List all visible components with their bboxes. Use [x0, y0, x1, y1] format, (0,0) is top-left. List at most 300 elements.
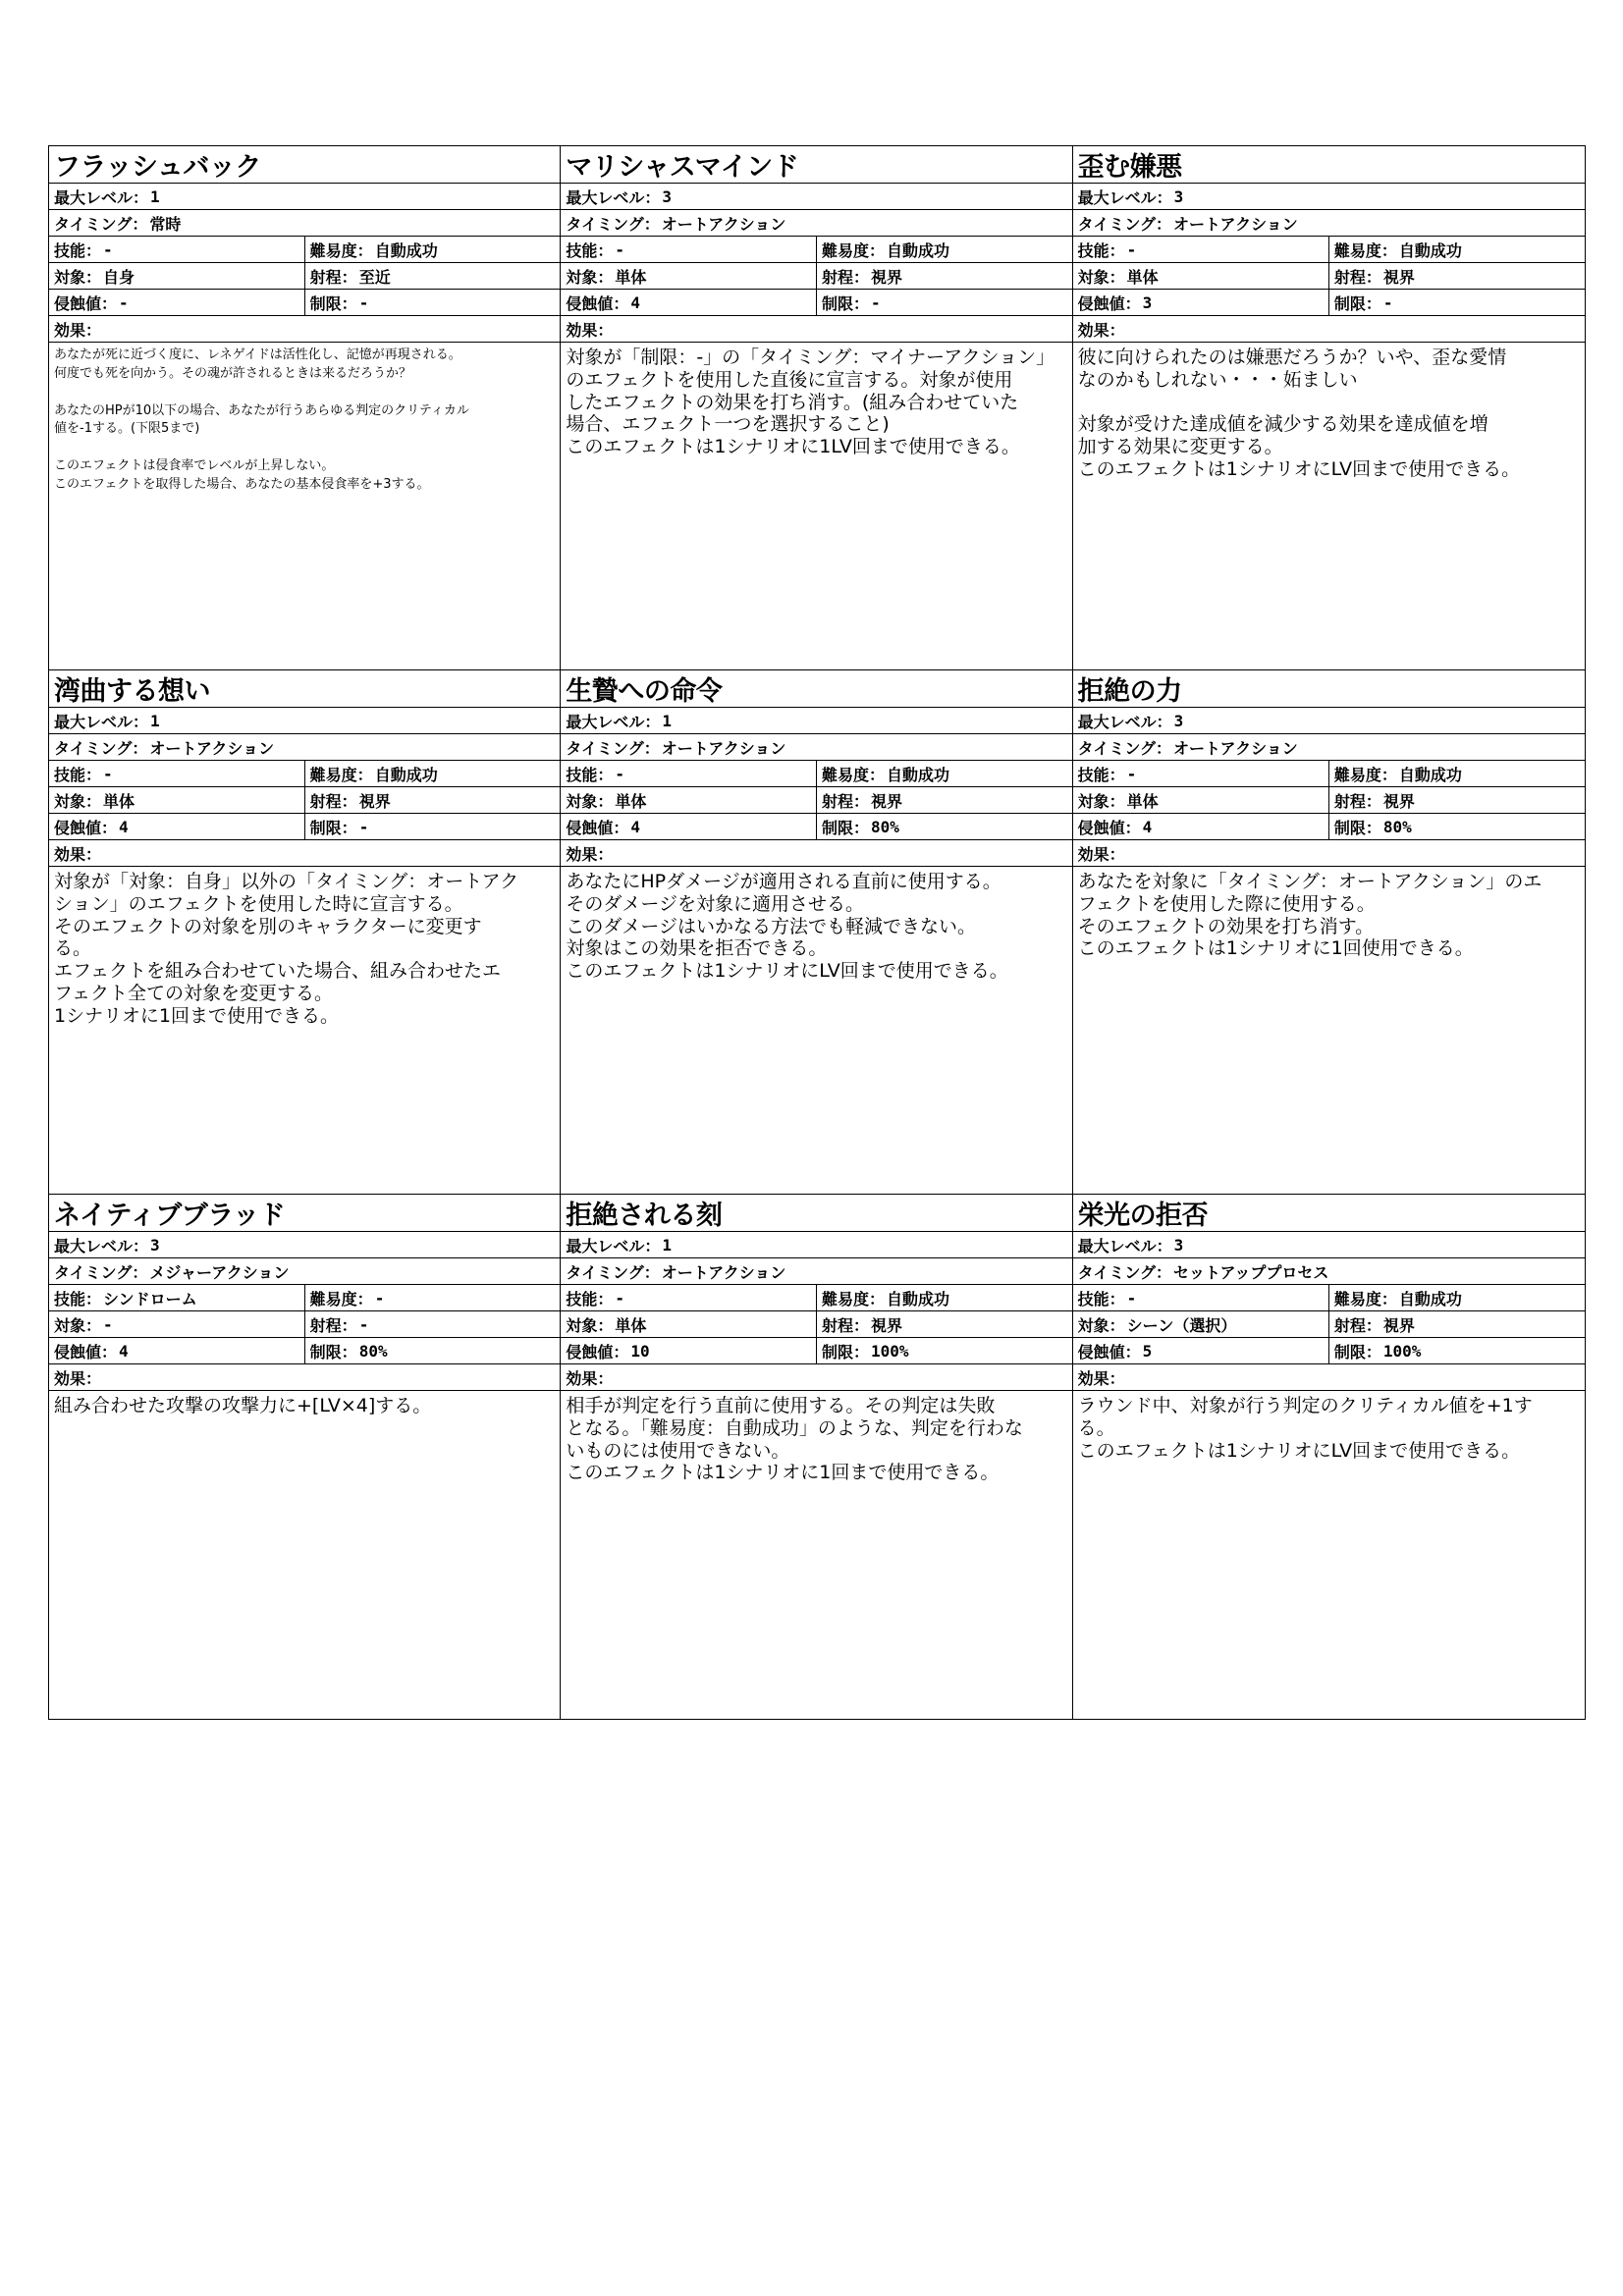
effect-name: 拒絶の力: [1077, 676, 1182, 707]
max-level-value: 1: [662, 1235, 672, 1255]
skill-label: 技能：: [1077, 240, 1125, 260]
limit: [304, 290, 561, 315]
target-value: 単体: [615, 1315, 647, 1335]
target-label: 対象：: [566, 1315, 614, 1335]
timing: [49, 734, 560, 760]
max-level-value: 3: [662, 187, 672, 206]
max-level-value: 1: [662, 711, 672, 730]
max-level: [49, 1232, 560, 1257]
erosion-label: 侵蝕値：: [54, 1342, 118, 1362]
timing-label: タイミング：: [1077, 214, 1172, 234]
effect-text: 彼に向けられたのは嫌悪だろうか？いや、歪な愛情 なのかもしれない・・・妬ましい 対象が受けた達成値を減少する効果を達成値を増 加する効果に変更する。 このエフェクトは1シナリオにLV回まで使用できる。: [1077, 347, 1521, 480]
erosion-label: 侵蝕値：: [1077, 1342, 1141, 1362]
difficulty-label: 難易度：: [1333, 765, 1397, 784]
skill-row: [1073, 1285, 1585, 1311]
range: [816, 787, 1072, 813]
range-value: 視界: [1382, 791, 1415, 811]
limit-value: 80%: [358, 1341, 388, 1361]
timing-label: タイミング：: [1077, 1262, 1172, 1282]
difficulty: [304, 1285, 561, 1310]
skill: [561, 1285, 816, 1310]
target: [1073, 263, 1328, 289]
skill-label: 技能：: [54, 765, 102, 784]
range: [304, 787, 561, 813]
range-value: 視界: [1382, 1315, 1415, 1335]
skill: [49, 237, 304, 262]
effect-label-row: [1073, 1364, 1585, 1391]
erosion: [561, 814, 816, 839]
limit: [1328, 290, 1585, 315]
erosion-value: -: [119, 293, 129, 312]
max-level-row: [561, 1232, 1071, 1258]
range-label: 射程：: [1333, 267, 1381, 287]
range-label: 射程：: [822, 267, 870, 287]
effect-label: 効果：: [1077, 844, 1125, 864]
effect-text: 対象が「対象：自身」以外の「タイミング：オートアク ション」のエフェクトを使用した時に宣言する。 そのエフェクトの対象を別のキャラクターに変更す る。 エフェクトを組み合わせていた場合、組み合わせたエ フェクト全ての対象を変更する。 1シナリオに1回まで使用できる。: [54, 871, 519, 1027]
effect-label-row: [561, 316, 1071, 343]
effect-label: 効果：: [54, 1368, 102, 1388]
timing-label: タイミング：: [1077, 738, 1172, 758]
effect-sheet: [48, 145, 1586, 1720]
target: [49, 787, 304, 813]
effect-card: [1073, 670, 1585, 1195]
effect-label: 効果：: [1077, 320, 1125, 340]
effect-name: 歪む嫌悪: [1077, 152, 1182, 183]
erosion-row: [561, 814, 1071, 840]
range: [1328, 263, 1585, 289]
range: [1328, 1311, 1585, 1337]
effect-label: 効果：: [54, 844, 102, 864]
effect-card: [561, 1195, 1072, 1719]
erosion-row: [49, 1338, 560, 1364]
timing-value: メジャーアクション: [149, 1262, 290, 1282]
range-value: 視界: [871, 267, 903, 287]
max-level: [561, 708, 1071, 733]
limit-label: 制限：: [1333, 1342, 1381, 1362]
timing: [49, 1258, 560, 1284]
card-title-row: [49, 670, 560, 708]
timing: [561, 1258, 1071, 1284]
erosion: [561, 290, 816, 315]
max-level-value: 3: [1173, 187, 1184, 206]
erosion: [1073, 814, 1328, 839]
range-label: 射程：: [309, 267, 357, 287]
max-level: [49, 184, 560, 209]
target-row: [49, 263, 560, 290]
effect-text: あなたにHPダメージが適用される直前に使用する。 そのダメージを対象に適用させる。 このダメージはいかなる方法でも軽減できない。 対象はこの効果を拒否できる。 このエフェクトは1シナリオにLV回まで使用できる。: [566, 871, 1008, 983]
timing: [561, 734, 1071, 760]
effect-label-row: [49, 1364, 560, 1391]
limit: [816, 290, 1072, 315]
erosion-value: 4: [119, 1341, 129, 1361]
max-level-label: 最大レベル：: [566, 187, 661, 207]
skill-value: -: [1126, 764, 1137, 783]
skill-row: [561, 761, 1071, 787]
limit: [816, 1338, 1072, 1363]
max-level-value: 1: [150, 187, 160, 206]
target: [561, 787, 816, 813]
difficulty: [304, 237, 561, 262]
effect-card: [1073, 146, 1585, 670]
card-title-row: [1073, 146, 1585, 184]
target-label: 対象：: [566, 267, 614, 287]
timing-value: オートアクション: [661, 214, 786, 234]
max-level-label: 最大レベル：: [566, 1236, 661, 1255]
timing-row: [49, 1258, 560, 1285]
range-value: -: [358, 1314, 369, 1334]
limit: [1328, 1338, 1585, 1363]
erosion-row: [561, 1338, 1071, 1364]
effect-label-row: [1073, 316, 1585, 343]
difficulty: [816, 237, 1072, 262]
erosion-label: 侵蝕値：: [1077, 294, 1141, 313]
target-label: 対象：: [54, 1315, 102, 1335]
erosion-label: 侵蝕値：: [566, 1342, 629, 1362]
max-level-row: [49, 708, 560, 734]
skill-row: [49, 237, 560, 263]
effect-name: マリシャスマインド: [566, 152, 799, 183]
difficulty-label: 難易度：: [822, 1289, 886, 1308]
limit-value: -: [871, 293, 881, 312]
timing: [49, 210, 560, 236]
timing-row: [49, 734, 560, 761]
timing-label: タイミング：: [54, 738, 148, 758]
difficulty-value: 自動成功: [887, 765, 950, 784]
erosion-value: 4: [630, 817, 640, 836]
erosion-row: [49, 814, 560, 840]
erosion-row: [561, 290, 1071, 316]
skill: [561, 761, 816, 786]
effect-name: ネイティブブラッド: [54, 1201, 286, 1231]
limit-value: -: [358, 293, 369, 312]
timing-label: タイミング：: [54, 1262, 148, 1282]
max-level: [1073, 708, 1585, 733]
max-level-value: 3: [1173, 711, 1184, 730]
effect-label: 効果：: [566, 1368, 614, 1388]
limit-value: -: [358, 817, 369, 836]
difficulty-value: 自動成功: [1398, 765, 1462, 784]
timing-row: [1073, 734, 1585, 761]
effect-text: 組み合わせた攻撃の攻撃力に+[LV×4]する。: [54, 1395, 432, 1416]
target-value: シーン（選択）: [1126, 1315, 1237, 1335]
effect-label-row: [561, 1364, 1071, 1391]
max-level-label: 最大レベル：: [54, 187, 149, 207]
max-level-row: [49, 184, 560, 210]
target-value: 自身: [103, 267, 135, 287]
erosion-value: 4: [119, 817, 129, 836]
skill-row: [561, 237, 1071, 263]
difficulty: [816, 1285, 1072, 1310]
timing: [561, 210, 1071, 236]
max-level-value: 1: [150, 711, 160, 730]
timing-value: 常時: [149, 214, 182, 234]
target: [49, 1311, 304, 1337]
effect-card: [561, 146, 1072, 670]
target-row: [49, 1311, 560, 1338]
difficulty-value: 自動成功: [374, 240, 438, 260]
max-level: [1073, 1232, 1585, 1257]
range: [816, 1311, 1072, 1337]
max-level-label: 最大レベル：: [54, 1236, 149, 1255]
erosion-label: 侵蝕値：: [566, 294, 629, 313]
timing-row: [561, 210, 1071, 237]
skill-label: 技能：: [54, 1289, 102, 1308]
max-level-label: 最大レベル：: [1077, 712, 1172, 731]
target-value: 単体: [103, 791, 135, 811]
timing-row: [561, 734, 1071, 761]
timing-label: タイミング：: [566, 738, 660, 758]
max-level: [49, 708, 560, 733]
skill-value: -: [615, 1288, 624, 1308]
range-value: 視界: [358, 791, 391, 811]
effect-text: あなたが死に近づく度に、レネゲイドは活性化し、記憶が再現される。 何度でも死を向かう。その魂が許されるときは来るだろうか？ あなたのHPが10以下の場合、あなたが行うあらゆる判定のクリティカル 値を-1する。(下限5まで) このエフェクトは侵食率でレベルが上昇しない。 このエフェクトを取得した場合、あなたの基本侵食率を+3する。: [54, 347, 469, 492]
erosion-value: 10: [630, 1341, 650, 1361]
target-label: 対象：: [1077, 267, 1125, 287]
erosion-value: 3: [1142, 293, 1153, 312]
max-level-row: [1073, 184, 1585, 210]
erosion: [49, 290, 304, 315]
target-label: 対象：: [566, 791, 614, 811]
effect-name: 拒絶される刻: [566, 1201, 723, 1231]
erosion-row: [1073, 290, 1585, 316]
timing-value: オートアクション: [1173, 738, 1298, 758]
card-title-row: [1073, 1195, 1585, 1232]
target-label: 対象：: [54, 267, 102, 287]
difficulty: [304, 761, 561, 786]
card-title-row: [49, 1195, 560, 1232]
max-level-label: 最大レベル：: [54, 712, 149, 731]
effect-label: 効果：: [54, 320, 102, 340]
card-title-row: [561, 146, 1071, 184]
card-title-row: [49, 146, 560, 184]
skill: [1073, 761, 1328, 786]
difficulty-label: 難易度：: [822, 240, 886, 260]
difficulty: [1328, 761, 1585, 786]
effect-name: 湾曲する想い: [54, 676, 210, 707]
skill-value: -: [1126, 240, 1137, 259]
effect-label: 効果：: [566, 320, 614, 340]
max-level-row: [1073, 708, 1585, 734]
target-row: [49, 787, 560, 814]
erosion-label: 侵蝕値：: [54, 294, 118, 313]
effect-card: [49, 670, 561, 1195]
effect-card: [561, 670, 1072, 1195]
max-level-row: [561, 708, 1071, 734]
max-level-row: [1073, 1232, 1585, 1258]
skill-label: 技能：: [566, 1289, 614, 1308]
skill-value: -: [103, 240, 113, 259]
target: [561, 1311, 816, 1337]
range-value: 視界: [871, 1315, 903, 1335]
skill-value: -: [1126, 1288, 1137, 1308]
skill: [49, 1285, 304, 1310]
skill-row: [561, 1285, 1071, 1311]
max-level-value: 3: [150, 1235, 160, 1255]
limit-value: 80%: [1382, 817, 1412, 836]
limit: [304, 814, 561, 839]
difficulty-label: 難易度：: [309, 765, 373, 784]
range: [304, 1311, 561, 1337]
limit-label: 制限：: [822, 1342, 870, 1362]
effect-label-row: [1073, 840, 1585, 867]
target-row: [561, 1311, 1071, 1338]
timing-value: オートアクション: [661, 738, 786, 758]
skill-label: 技能：: [566, 240, 614, 260]
skill-value: -: [615, 764, 624, 783]
limit-label: 制限：: [822, 294, 870, 313]
limit-label: 制限：: [309, 1342, 357, 1362]
range-label: 射程：: [1333, 791, 1381, 811]
erosion-value: 5: [1142, 1341, 1153, 1361]
max-level-label: 最大レベル：: [1077, 1236, 1172, 1255]
difficulty-label: 難易度：: [822, 765, 886, 784]
timing-row: [561, 1258, 1071, 1285]
erosion: [1073, 290, 1328, 315]
target-row: [1073, 1311, 1585, 1338]
effect-text: ラウンド中、対象が行う判定のクリティカル値を+1す る。 このエフェクトは1シナリオにLV回まで使用できる。: [1077, 1395, 1533, 1462]
erosion-label: 侵蝕値：: [54, 818, 118, 837]
card-title-row: [561, 670, 1071, 708]
effect-label: 効果：: [566, 844, 614, 864]
effect-name: 栄光の拒否: [1077, 1201, 1209, 1231]
max-level: [1073, 184, 1585, 209]
timing-value: オートアクション: [149, 738, 275, 758]
target-value: 単体: [1126, 267, 1159, 287]
target: [1073, 787, 1328, 813]
erosion-value: 4: [1142, 817, 1153, 836]
skill: [1073, 237, 1328, 262]
effect-label-row: [561, 840, 1071, 867]
difficulty-value: 自動成功: [887, 240, 950, 260]
target-value: 単体: [1126, 791, 1159, 811]
target: [561, 263, 816, 289]
limit-value: 80%: [871, 817, 899, 836]
erosion-row: [1073, 814, 1585, 840]
target-value: 単体: [615, 267, 647, 287]
target: [1073, 1311, 1328, 1337]
skill-label: 技能：: [54, 240, 102, 260]
skill-value: シンドローム: [103, 1289, 197, 1308]
range-value: 視界: [1382, 267, 1415, 287]
skill: [561, 237, 816, 262]
effect-label: 効果：: [1077, 1368, 1125, 1388]
timing: [1073, 734, 1585, 760]
target-label: 対象：: [1077, 791, 1125, 811]
timing-value: オートアクション: [661, 1262, 786, 1282]
limit-label: 制限：: [309, 294, 357, 313]
difficulty: [1328, 1285, 1585, 1310]
difficulty: [1328, 237, 1585, 262]
card-title-row: [1073, 670, 1585, 708]
target-label: 対象：: [54, 791, 102, 811]
max-level-value: 3: [1173, 1235, 1184, 1255]
range: [816, 263, 1072, 289]
erosion: [1073, 1338, 1328, 1363]
effect-label-row: [49, 316, 560, 343]
skill-row: [1073, 237, 1585, 263]
effect-name: 生贄への命令: [566, 676, 723, 707]
target-row: [561, 787, 1071, 814]
range: [1328, 787, 1585, 813]
difficulty-label: 難易度：: [1333, 1289, 1397, 1308]
difficulty-value: -: [374, 1288, 385, 1308]
timing-value: オートアクション: [1173, 214, 1298, 234]
max-level-label: 最大レベル：: [1077, 187, 1172, 207]
max-level: [561, 184, 1071, 209]
limit-label: 制限：: [309, 818, 357, 837]
timing-row: [1073, 210, 1585, 237]
max-level: [561, 1232, 1071, 1257]
erosion-row: [1073, 1338, 1585, 1364]
effect-text: 相手が判定を行う直前に使用する。その判定は失敗 となる。「難易度：自動成功」のような、判定を行わな いものには使用できない。 このエフェクトは1シナリオに1回まで使用できる。: [566, 1395, 1023, 1484]
skill-row: [49, 761, 560, 787]
timing-label: タイミング：: [566, 1262, 660, 1282]
timing-label: タイミング：: [54, 214, 148, 234]
timing: [1073, 210, 1585, 236]
erosion: [49, 1338, 304, 1363]
timing-value: セットアッププロセス: [1173, 1262, 1329, 1282]
difficulty-value: 自動成功: [887, 1289, 950, 1308]
target-row: [1073, 263, 1585, 290]
effect-label-row: [49, 840, 560, 867]
target-value: -: [103, 1314, 113, 1334]
difficulty-label: 難易度：: [309, 1289, 373, 1308]
skill-value: -: [103, 764, 113, 783]
range-value: 視界: [871, 791, 903, 811]
skill-row: [49, 1285, 560, 1311]
target-label: 対象：: [1077, 1315, 1125, 1335]
difficulty-value: 自動成功: [1398, 240, 1462, 260]
range-label: 射程：: [309, 1315, 357, 1335]
effect-card: [1073, 1195, 1585, 1719]
effect-text: 対象が「制限：-」の「タイミング：マイナーアクション」 のエフェクトを使用した直後に宣言する。対象が使用 したエフェクトの効果を打ち消す。(組み合わせていた 場合、エフェクト一つを選択すること) このエフェクトは1シナリオに1LV回まで使用できる。: [566, 347, 1055, 458]
skill-row: [1073, 761, 1585, 787]
range: [304, 263, 561, 289]
effect-text: あなたを対象に「タイミング：オートアクション」のエ フェクトを使用した際に使用する。 そのエフェクトの効果を打ち消す。 このエフェクトは1シナリオに1回使用できる。: [1077, 871, 1542, 960]
range-label: 射程：: [822, 1315, 870, 1335]
difficulty-label: 難易度：: [309, 240, 373, 260]
effect-card: [49, 146, 561, 670]
target: [49, 263, 304, 289]
card-title-row: [561, 1195, 1071, 1232]
skill: [49, 761, 304, 786]
max-level-row: [561, 184, 1071, 210]
timing: [1073, 1258, 1585, 1284]
target-value: 単体: [615, 791, 647, 811]
skill-value: -: [615, 240, 624, 259]
limit-value: 100%: [871, 1341, 909, 1361]
target-row: [1073, 787, 1585, 814]
limit-label: 制限：: [1333, 294, 1381, 313]
difficulty: [816, 761, 1072, 786]
max-level-row: [49, 1232, 560, 1258]
range-label: 射程：: [1333, 1315, 1381, 1335]
effect-card: [49, 1195, 561, 1719]
limit-value: 100%: [1382, 1341, 1422, 1361]
limit: [816, 814, 1072, 839]
timing-label: タイミング：: [566, 214, 660, 234]
timing-row: [49, 210, 560, 237]
erosion-row: [49, 290, 560, 316]
difficulty-value: 自動成功: [374, 765, 438, 784]
range-value: 至近: [358, 267, 391, 287]
limit-label: 制限：: [1333, 818, 1381, 837]
timing-row: [1073, 1258, 1585, 1285]
limit-label: 制限：: [822, 818, 870, 837]
skill-label: 技能：: [566, 765, 614, 784]
skill-label: 技能：: [1077, 765, 1125, 784]
erosion-label: 侵蝕値：: [566, 818, 629, 837]
